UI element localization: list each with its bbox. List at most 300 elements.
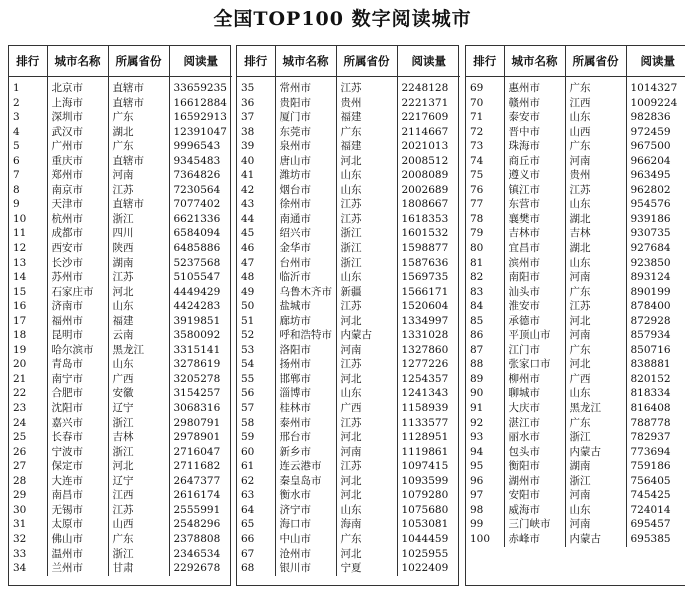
- reading-volume-cell: 1119861: [401, 445, 449, 458]
- table-row: [9, 372, 232, 387]
- table-row: [237, 401, 460, 416]
- province-cell: 河南: [336, 445, 397, 460]
- rank-cell: 18: [9, 328, 47, 343]
- province-cell: 河南: [336, 343, 397, 358]
- province-cell: 河北: [336, 547, 397, 562]
- reading-volume-cell: 773694: [630, 445, 671, 458]
- city-cell: 深圳市: [47, 110, 108, 125]
- reading-volume-cell: 930735: [630, 227, 671, 240]
- city-cell: 镇江市: [504, 183, 565, 198]
- reading-volume-cell: 12391047: [173, 125, 227, 138]
- table-row: [9, 168, 232, 183]
- table-row: [237, 561, 460, 576]
- city-cell: 东莞市: [275, 125, 336, 140]
- table-header-row: [466, 46, 685, 77]
- table-row: [466, 532, 685, 547]
- province-cell: 河南: [565, 328, 626, 343]
- rank-cell: 47: [237, 256, 275, 271]
- rank-cell: 53: [237, 343, 275, 358]
- city-cell: 连云港市: [275, 459, 336, 474]
- reading-volume-cell: 2021013: [401, 140, 449, 153]
- reading-volume-cell: 872928: [630, 314, 671, 327]
- city-cell: 潍坊市: [275, 168, 336, 183]
- province-cell: 山东: [336, 168, 397, 183]
- reading-volume-cell: 16592913: [173, 111, 227, 124]
- ranking-panel-3: [465, 45, 685, 586]
- table-row: [237, 285, 460, 300]
- reading-volume-cell: 857934: [630, 329, 671, 342]
- table-row: [237, 270, 460, 285]
- city-cell: 石家庄市: [47, 285, 108, 300]
- rank-cell: 71: [466, 110, 504, 125]
- table-row: [9, 416, 232, 431]
- reading-volume-cell: 3205278: [173, 372, 221, 385]
- rank-cell: 55: [237, 372, 275, 387]
- province-cell: 河北: [565, 357, 626, 372]
- table-row: [9, 154, 232, 169]
- city-cell: 遵义市: [504, 168, 565, 183]
- reading-volume-cell: 2555991: [173, 503, 221, 516]
- city-cell: 盐城市: [275, 299, 336, 314]
- rank-cell: 67: [237, 547, 275, 562]
- city-cell: 太原市: [47, 517, 108, 532]
- rank-cell: 75: [466, 168, 504, 183]
- province-cell: 浙江: [565, 474, 626, 489]
- rank-cell: 10: [9, 212, 47, 227]
- city-cell: 包头市: [504, 445, 565, 460]
- city-cell: 南京市: [47, 183, 108, 198]
- reading-volume-cell: 2217609: [401, 111, 449, 124]
- reading-volume-cell: 1520604: [401, 300, 449, 313]
- rank-cell: 59: [237, 430, 275, 445]
- reading-volume-cell: 1053081: [401, 518, 449, 531]
- province-cell: 浙江: [108, 445, 169, 460]
- province-cell: 河北: [108, 285, 169, 300]
- rank-cell: 92: [466, 416, 504, 431]
- city-cell: 大庆市: [504, 401, 565, 416]
- city-cell: 济南市: [47, 299, 108, 314]
- reading-volume-cell: 890199: [630, 285, 671, 298]
- table-row: [9, 270, 232, 285]
- city-cell: 洛阳市: [275, 343, 336, 358]
- reading-volume-cell: 1128951: [401, 431, 449, 444]
- reading-volume-cell: 1587636: [401, 256, 449, 269]
- province-cell: 广东: [565, 77, 626, 96]
- city-cell: 临沂市: [275, 270, 336, 285]
- reading-volume-cell: 782937: [630, 431, 671, 444]
- city-cell: 贵阳市: [275, 96, 336, 111]
- province-cell: 江苏: [336, 299, 397, 314]
- city-cell: 南宁市: [47, 372, 108, 387]
- rank-cell: 58: [237, 416, 275, 431]
- province-cell: 江西: [108, 488, 169, 503]
- province-cell: 四川: [108, 226, 169, 241]
- city-cell: 秦皇岛市: [275, 474, 336, 489]
- rank-cell: 52: [237, 328, 275, 343]
- city-cell: 成都市: [47, 226, 108, 241]
- reading-volume-cell: 2548296: [173, 518, 221, 531]
- rank-cell: 25: [9, 430, 47, 445]
- province-cell: 直辖市: [108, 154, 169, 169]
- table-row: [237, 488, 460, 503]
- rank-cell: 8: [9, 183, 47, 198]
- province-cell: 河北: [336, 488, 397, 503]
- city-cell: 西安市: [47, 241, 108, 256]
- province-cell: 福建: [336, 110, 397, 125]
- table-row: [237, 459, 460, 474]
- rank-header: 排行: [237, 46, 275, 77]
- rank-cell: 41: [237, 168, 275, 183]
- city-cell: 乌鲁木齐市: [275, 285, 336, 300]
- province-cell: 湖北: [565, 241, 626, 256]
- rank-cell: 72: [466, 125, 504, 140]
- city-cell: 厦门市: [275, 110, 336, 125]
- province-cell: 浙江: [336, 256, 397, 271]
- table-row: [466, 183, 685, 198]
- province-cell: 江苏: [108, 183, 169, 198]
- reading-volume-cell: 16612884: [173, 96, 227, 109]
- rank-cell: 39: [237, 139, 275, 154]
- province-cell: 浙江: [336, 241, 397, 256]
- province-cell: 贵州: [336, 96, 397, 111]
- province-cell: 广东: [565, 285, 626, 300]
- reading-volume-header: 阅读量: [626, 46, 685, 77]
- city-cell: 郑州市: [47, 168, 108, 183]
- table-row: [466, 357, 685, 372]
- province-cell: 海南: [336, 517, 397, 532]
- city-cell: 泉州市: [275, 139, 336, 154]
- province-cell: 直辖市: [108, 96, 169, 111]
- reading-volume-cell: 1044459: [401, 532, 449, 545]
- rank-cell: 2: [9, 96, 47, 111]
- reading-volume-cell: 962802: [630, 183, 671, 196]
- city-cell: 福州市: [47, 314, 108, 329]
- reading-volume-cell: 7230564: [173, 183, 221, 196]
- city-cell: 丽水市: [504, 430, 565, 445]
- reading-volume-header: 阅读量: [397, 46, 460, 77]
- reading-volume-cell: 2008089: [401, 169, 449, 182]
- table-row: [237, 314, 460, 329]
- rank-cell: 48: [237, 270, 275, 285]
- city-cell: 无锡市: [47, 503, 108, 518]
- province-cell: 浙江: [108, 212, 169, 227]
- province-cell: 山东: [336, 503, 397, 518]
- rank-cell: 38: [237, 125, 275, 140]
- rank-cell: 74: [466, 154, 504, 169]
- reading-volume-cell: 759186: [630, 460, 671, 473]
- reading-volume-cell: 724014: [630, 503, 671, 516]
- rank-cell: 65: [237, 517, 275, 532]
- province-cell: 黑龙江: [565, 401, 626, 416]
- table-row: [9, 386, 232, 401]
- table-row: [237, 110, 460, 125]
- reading-volume-cell: 966204: [630, 154, 671, 167]
- city-header: 城市名称: [504, 46, 565, 77]
- table-row: [9, 314, 232, 329]
- province-cell: 山东: [565, 256, 626, 271]
- reading-volume-cell: 695385: [630, 532, 671, 545]
- reading-volume-cell: 756405: [630, 474, 671, 487]
- table-row: [9, 343, 232, 358]
- city-cell: 泰州市: [275, 416, 336, 431]
- reading-volume-cell: 5105547: [173, 271, 221, 284]
- reading-volume-cell: 3315141: [173, 343, 221, 356]
- province-cell: 河南: [565, 488, 626, 503]
- province-cell: 广东: [108, 139, 169, 154]
- table-row: [9, 503, 232, 518]
- reading-volume-cell: 838881: [630, 358, 671, 371]
- province-cell: 辽宁: [108, 474, 169, 489]
- city-cell: 绍兴市: [275, 226, 336, 241]
- table-row: [237, 416, 460, 431]
- city-cell: 呼和浩特市: [275, 328, 336, 343]
- reading-volume-cell: 1601532: [401, 227, 449, 240]
- rank-cell: 77: [466, 197, 504, 212]
- table-row: [466, 77, 685, 96]
- province-cell: 贵州: [565, 168, 626, 183]
- reading-volume-cell: 1025955: [401, 547, 449, 560]
- rank-cell: 23: [9, 401, 47, 416]
- province-cell: 江苏: [108, 270, 169, 285]
- city-cell: 合肥市: [47, 386, 108, 401]
- reading-volume-cell: 2616174: [173, 489, 221, 502]
- table-row: [466, 299, 685, 314]
- province-cell: 山东: [565, 197, 626, 212]
- table-row: [9, 77, 232, 96]
- table-row: [9, 547, 232, 562]
- province-cell: 河北: [565, 314, 626, 329]
- rank-cell: 81: [466, 256, 504, 271]
- table-row: [9, 96, 232, 111]
- table-row: [9, 532, 232, 547]
- reading-volume-cell: 695457: [630, 518, 671, 531]
- city-cell: 商丘市: [504, 154, 565, 169]
- province-cell: 江苏: [336, 212, 397, 227]
- table-row: [9, 241, 232, 256]
- table-row: [9, 357, 232, 372]
- city-cell: 北京市: [47, 77, 108, 96]
- reading-volume-cell: 3068316: [173, 402, 221, 415]
- province-cell: 浙江: [565, 430, 626, 445]
- reading-volume-cell: 818334: [630, 387, 671, 400]
- reading-volume-cell: 1093599: [401, 474, 449, 487]
- province-cell: 河南: [108, 168, 169, 183]
- city-cell: 湛江市: [504, 416, 565, 431]
- province-cell: 山东: [336, 386, 397, 401]
- rank-cell: 64: [237, 503, 275, 518]
- rank-cell: 49: [237, 285, 275, 300]
- ranking-tables: [8, 45, 678, 586]
- table-row: [466, 154, 685, 169]
- city-cell: 邢台市: [275, 430, 336, 445]
- city-cell: 南昌市: [47, 488, 108, 503]
- reading-volume-cell: 3919851: [173, 314, 221, 327]
- province-cell: 山东: [108, 357, 169, 372]
- reading-volume-cell: 1075680: [401, 503, 449, 516]
- table-header-row: [237, 46, 460, 77]
- table-row: [9, 445, 232, 460]
- rank-cell: 40: [237, 154, 275, 169]
- rank-cell: 26: [9, 445, 47, 460]
- city-cell: 青岛市: [47, 357, 108, 372]
- table-row: [237, 474, 460, 489]
- rank-cell: 68: [237, 561, 275, 576]
- rank-cell: 45: [237, 226, 275, 241]
- rank-cell: 30: [9, 503, 47, 518]
- reading-volume-header: 阅读量: [169, 46, 232, 77]
- city-cell: 汕头市: [504, 285, 565, 300]
- table-row: [9, 517, 232, 532]
- rank-cell: 16: [9, 299, 47, 314]
- city-cell: 赤峰市: [504, 532, 565, 547]
- table-row: [466, 96, 685, 111]
- city-cell: 淮安市: [504, 299, 565, 314]
- city-cell: 宁波市: [47, 445, 108, 460]
- rank-cell: 15: [9, 285, 47, 300]
- table-row: [9, 488, 232, 503]
- table-row: [237, 256, 460, 271]
- ranking-panel-2: [236, 45, 459, 586]
- table-row: [237, 183, 460, 198]
- rank-cell: 14: [9, 270, 47, 285]
- reading-volume-cell: 1331028: [401, 329, 449, 342]
- table-row: [237, 96, 460, 111]
- rank-cell: 17: [9, 314, 47, 329]
- reading-volume-cell: 2980791: [173, 416, 221, 429]
- city-cell: 滨州市: [504, 256, 565, 271]
- city-cell: 唐山市: [275, 154, 336, 169]
- reading-volume-cell: 7364826: [173, 169, 221, 182]
- city-cell: 宜昌市: [504, 241, 565, 256]
- rank-cell: 66: [237, 532, 275, 547]
- reading-volume-cell: 2978901: [173, 431, 221, 444]
- rank-header: 排行: [466, 46, 504, 77]
- reading-volume-cell: 954576: [630, 198, 671, 211]
- city-cell: 长沙市: [47, 256, 108, 271]
- province-cell: 山东: [336, 270, 397, 285]
- city-cell: 衡水市: [275, 488, 336, 503]
- reading-volume-cell: 1334997: [401, 314, 449, 327]
- table-row: [237, 445, 460, 460]
- table-row: [466, 488, 685, 503]
- reading-volume-cell: 6485886: [173, 242, 221, 255]
- city-cell: 广州市: [47, 139, 108, 154]
- rank-cell: 76: [466, 183, 504, 198]
- city-cell: 长春市: [47, 430, 108, 445]
- city-cell: 徐州市: [275, 197, 336, 212]
- table-row: [466, 212, 685, 227]
- rank-cell: 34: [9, 561, 47, 576]
- province-cell: 河南: [565, 517, 626, 532]
- city-cell: 佛山市: [47, 532, 108, 547]
- city-cell: 温州市: [47, 547, 108, 562]
- reading-volume-cell: 963495: [630, 169, 671, 182]
- reading-volume-cell: 2292678: [173, 562, 221, 575]
- table-row: [237, 241, 460, 256]
- rank-cell: 87: [466, 343, 504, 358]
- table-row: [466, 256, 685, 271]
- table-row: [237, 125, 460, 140]
- table-row: [9, 183, 232, 198]
- table-row: [466, 328, 685, 343]
- rank-cell: 42: [237, 183, 275, 198]
- table-row: [466, 285, 685, 300]
- city-cell: 珠海市: [504, 139, 565, 154]
- city-cell: 邯郸市: [275, 372, 336, 387]
- city-cell: 湖州市: [504, 474, 565, 489]
- rank-cell: 78: [466, 212, 504, 227]
- province-cell: 福建: [108, 314, 169, 329]
- rank-cell: 22: [9, 386, 47, 401]
- rank-cell: 69: [466, 77, 504, 96]
- rank-cell: 35: [237, 77, 275, 96]
- reading-volume-cell: 1569735: [401, 271, 449, 284]
- rank-cell: 29: [9, 488, 47, 503]
- province-cell: 广西: [108, 372, 169, 387]
- city-cell: 嘉兴市: [47, 416, 108, 431]
- rank-cell: 95: [466, 459, 504, 474]
- province-cell: 河北: [108, 459, 169, 474]
- city-cell: 襄樊市: [504, 212, 565, 227]
- table-row: [466, 503, 685, 518]
- province-cell: 河北: [336, 372, 397, 387]
- table-row: [9, 459, 232, 474]
- table-row: [466, 416, 685, 431]
- reading-volume-cell: 1327860: [401, 343, 449, 356]
- province-cell: 山西: [108, 517, 169, 532]
- reading-volume-cell: 9996543: [173, 140, 221, 153]
- city-header: 城市名称: [275, 46, 336, 77]
- rank-cell: 19: [9, 343, 47, 358]
- reading-volume-cell: 927684: [630, 242, 671, 255]
- province-cell: 安徽: [108, 386, 169, 401]
- province-cell: 内蒙古: [565, 445, 626, 460]
- table-header-row: [9, 46, 232, 77]
- rank-cell: 93: [466, 430, 504, 445]
- province-cell: 山东: [565, 110, 626, 125]
- reading-volume-cell: 1808667: [401, 198, 449, 211]
- table-row: [237, 532, 460, 547]
- city-cell: 东营市: [504, 197, 565, 212]
- reading-volume-cell: 1158939: [401, 402, 449, 415]
- reading-volume-cell: 1079280: [401, 489, 449, 502]
- province-cell: 甘肃: [108, 561, 169, 576]
- reading-volume-cell: 820152: [630, 372, 671, 385]
- city-cell: 扬州市: [275, 357, 336, 372]
- reading-volume-cell: 923850: [630, 256, 671, 269]
- rank-cell: 31: [9, 517, 47, 532]
- reading-volume-cell: 1277226: [401, 358, 449, 371]
- province-cell: 云南: [108, 328, 169, 343]
- province-cell: 河北: [336, 314, 397, 329]
- rank-cell: 89: [466, 372, 504, 387]
- table-row: [466, 110, 685, 125]
- rank-cell: 96: [466, 474, 504, 489]
- table-row: [237, 430, 460, 445]
- rank-cell: 98: [466, 503, 504, 518]
- city-cell: 昆明市: [47, 328, 108, 343]
- rank-cell: 24: [9, 416, 47, 431]
- reading-volume-cell: 788778: [630, 416, 671, 429]
- city-cell: 江门市: [504, 343, 565, 358]
- table-row: [466, 139, 685, 154]
- table-row: [9, 474, 232, 489]
- province-cell: 吉林: [108, 430, 169, 445]
- province-header: 所属省份: [336, 46, 397, 77]
- reading-volume-cell: 1022409: [401, 562, 449, 575]
- province-cell: 河北: [336, 154, 397, 169]
- city-cell: 泰安市: [504, 110, 565, 125]
